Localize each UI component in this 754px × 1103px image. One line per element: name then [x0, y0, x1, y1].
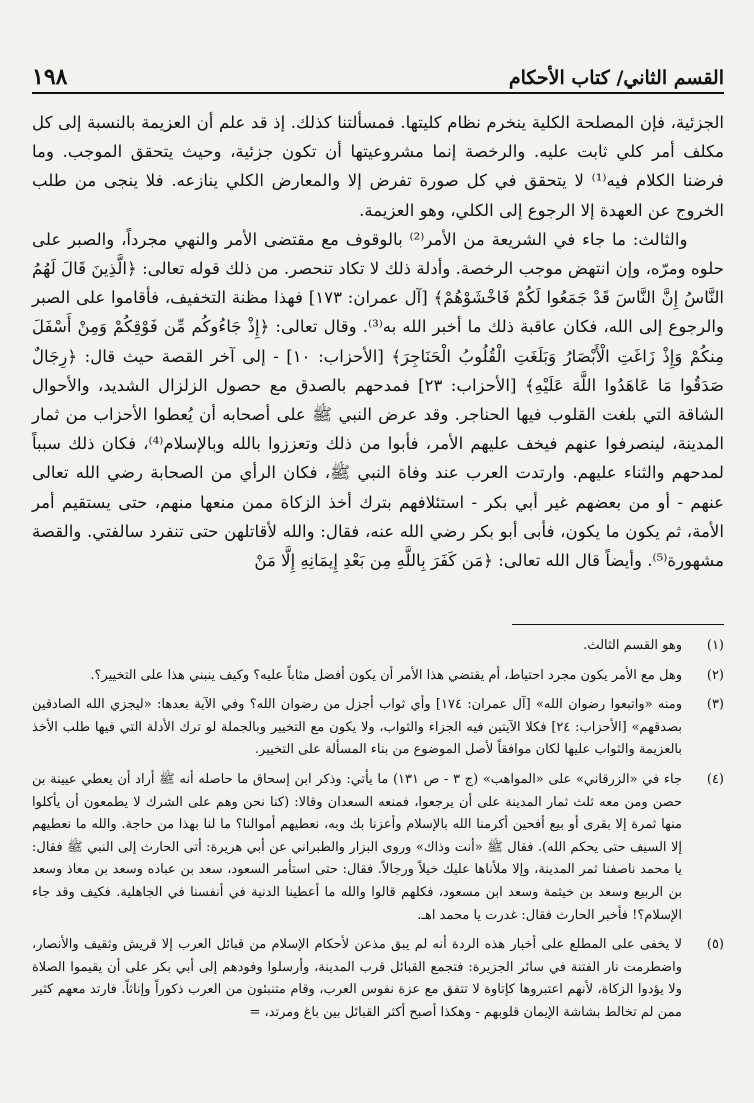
footnote-number: (٥) — [706, 937, 724, 953]
footnote-text: وهو القسم الثالث. — [583, 638, 682, 653]
footnote-text: جاء في «الزرقاني» على «المواهب» (ج ٣ - ص ١٣١) ما يأتي: وذكر ابن إسحاق ما حاصله أنه ﷺ أراد أن يعطي عيينة بن حصن ومن معه ثلث ثمار المدينة على أن يرجعوا، فمنعه السعدان وقالا: (كنا نحن وهم على الشرك لا يطمعون أن يأكلوا منها ثمرة إلا بقرى أو بيع أفحين أكرمنا الله بالإسلام وأعزنا بك وبه، نعطيهم أموالنا؟ ما لنا بهذا من حاجة. والله ما نعطيهم إلا السيف حتى يحكم الله). فقال ﷺ «أنت وذاك» وروى البزار والطبراني عن أبي هريرة: أتى الحارث إلى النبي ﷺ فقال: يا محمد ناصفنا ثمر المدينة، وإلا ملأناها عليك خيلاً ورجالاً. فقال: حتى استأمر السعود، سعد بن عباده وسعد بن معاذ وسعد بن الربيع وسعد بن خيثمة وسعد ابن مسعود، فكلهم قالوا والله ما أعطينا الدنية في أنفسنا في الجاهلية. فكيف وقد جاء الإسلام؟! فأخبر الحارث فقال: غدرت يا محمد اهـ. — [32, 771, 682, 923]
running-title: القسم الثاني/ كتاب الأحكام — [508, 67, 724, 89]
main-text — [32, 108, 724, 575]
footnote-text: لا يخفى على المطلع على أخبار هذه الردة أنه لم يبق مذعن لأحكام الإسلام من قبائل العرب إلا قريش وثقيف والأنصار، واضطرمت نار الفتنة في سائر الجزيرة: فتجمع القبائل قرب المدينة، وأرسلوا وفودهم إلى أبي بكر على أن يقيموا الصلاة ولا يؤدوا الزكاة، لأنهم اعتبروها كإتاوة لا تتفق مع عزة نفوس العرب، وقام متنبئون من العرب ذكوراً وإناثاً. فارتد معهم كثير ممن لم تخالط بشاشة الإيمان قلوبهم - وهكذا أصبح أكثر القبائل بين باغ ومرتد، = — [32, 937, 682, 1020]
footnote-5 — [32, 934, 724, 1024]
footnote-3 — [32, 694, 724, 762]
footnote-1 — [32, 635, 724, 658]
paragraph-1: الجزئية، فإن المصلحة الكلية ينخرم نظام كليتها. فمسألتنا كذلك. إذ قد علم أن العزيمة بالنسبة إلى كل مكلف أمر كلي ثابت عليه. والرخصة إنما مشروعيتها أن تكون جزئية، وحيث يتحقق الموجب. وما فرضنا الكلام فيه⁽¹⁾ لا يتحقق في كل صورة تفرض إلا والمعارض الكلي ينازعه. فلا ينجى من طلب الخروج عن العهدة إلا الرجوع إلى الكلي، وهو العزيمة. — [32, 113, 724, 220]
footnote-number: (١) — [706, 638, 724, 653]
page-header — [32, 62, 724, 94]
footnote-number: (٣) — [706, 697, 724, 713]
paragraph-2: والثالث: ما جاء في الشريعة من الأمر⁽²⁾ بالوقوف مع مقتضى الأمر والنهي مجرداً، والصبر على حلوه ومرّه، وإن انتهض موجب الرخصة. وأدلة ذلك لا تكاد تنحصر. من ذلك قوله تعالى: ﴿الَّذِينَ قَالَ لَهُمُ النَّاسُ إِنَّ النَّاسَ قَدْ جَمَعُوا لَكُمْ فَاخْشَوْهُمْ﴾ [آل عمران: ١٧٣] فهذا مظنة التخفيف، فأقاموا على الصبر والرجوع إلى الله، فكان عاقبة ذلك ما أخبر الله به⁽³⁾. وقال تعالى: ﴿إِذْ جَاءُوكُم مِّن فَوْقِكُمْ وَمِنْ أَسْفَلَ مِنكُمْ وَإِذْ زَاغَتِ الْأَبْصَارُ وَبَلَغَتِ الْقُلُوبُ الْحَنَاجِرَ﴾ [الأحزاب: ١٠] - إلى آخر القصة حيث قال: ﴿رِجَالٌ صَدَقُوا مَا عَاهَدُوا اللَّهَ عَلَيْهِ﴾ [الأحزاب: ٢٣] فمدحهم بالصدق مع حصول الزلزال الشديد، والأحوال الشاقة التي بلغت القلوب فيها الحناجر. وقد عرض النبي ﷺ على أصحابه أن يُعطوا الأحزاب من ثمار المدينة، لينصرفوا عنهم فيخف عليهم الأمر، فأبوا من ذلك وتعززوا بالله وبالإسلام⁽⁴⁾، فكان ذلك سبباً لمدحهم والثناء عليهم. وارتدت العرب عند وفاة النبي ﷺ، فكان الرأي من الصحابة رضي الله تعالى عنهم - أو من بعضهم غير أبي بكر - استئلافهم بترك أخذ الزكاة ممن منعها منهم، حتى يستقيم أمر الأمة، ثم يكون ما يكون، فأبى أبو بكر رضي الله عنه، فقال: والله لأقاتلهن حتى تنفرد سالفتي. والقصة مشهورة⁽⁵⁾. وأيضاً قال الله تعالى: ﴿مَن كَفَرَ بِاللَّهِ مِن بَعْدِ إِيمَانِهِ إِلَّا مَنْ — [32, 229, 725, 571]
footnote-text: ومنه «واتبعوا رضوان الله» [آل عمران: ١٧٤] وأي ثواب أجزل من رضوان الله؟ وفي الآية بعدها: «ليجزي الله الصادقين بصدقهم» [الأحزاب: ٢٤] فكلا الآيتين فيه الجزاء والثواب، ولا يكون مع التخيير وبالجملة لو ترك الأدلة التي فيها طلب الأخذ بالعزيمة والثواب عليها لكان موافقاً لأصل الموضوع من بناء المسألة على التخيير. — [32, 697, 683, 758]
footnote-2 — [32, 665, 724, 688]
footnote-text: وهل مع الأمر يكون مجرد احتياط، أم يقتضي هذا الأمر أن يكون أفضل مثاباً عليه؟ وكيف ينبني هذا على التخيير؟. — [90, 667, 682, 683]
page-number: ١٩٨ — [32, 64, 68, 90]
footnote-number: (٤) — [706, 771, 724, 787]
footnote-4 — [32, 769, 724, 927]
footnote-number: (٢) — [706, 667, 724, 683]
footnotes — [32, 628, 724, 1025]
